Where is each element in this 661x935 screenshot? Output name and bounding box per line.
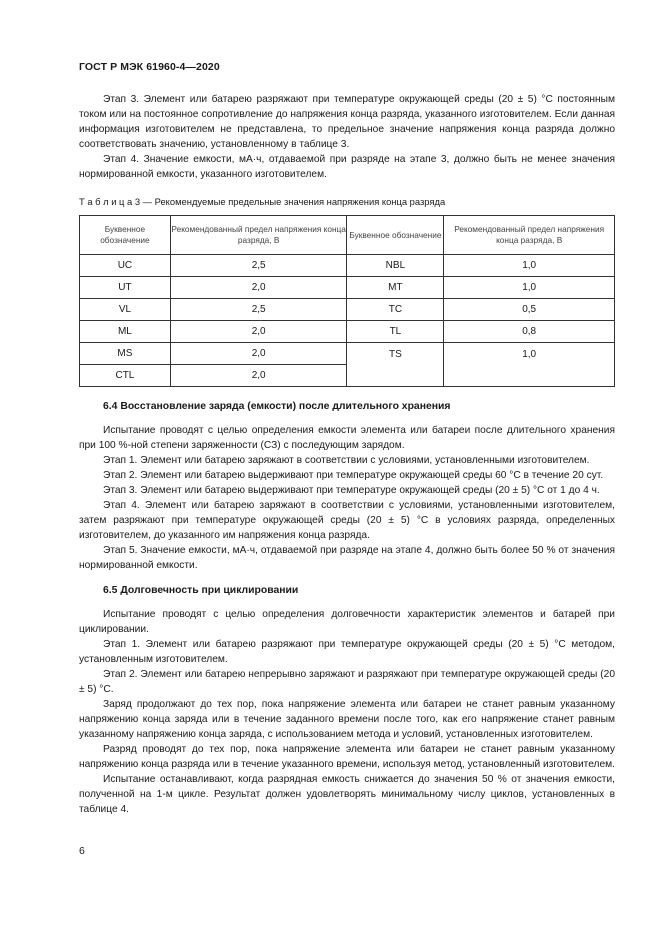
paragraph: Этап 1. Элемент или батарею заряжают в соответствии с условиями, установленными изготовителем. [103,455,590,466]
table-cell: 2,5 [170,255,347,277]
table-cell: 1,0 [444,277,615,299]
paragraph: Этап 4. Значение емкости, мА·ч, отдаваемой при разряде на этапе 3, должно быть не менее значения нормированной емкости, указанного изготовителем. [79,154,615,180]
section-title-6-4: 6.4 Восстановление заряда (емкости) после длительного хранения [103,401,451,412]
paragraph: Этап 2. Элемент или батарею непрерывно заряжают и разряжают при температуре окружающей среды (20 ± 5) °С. [79,669,615,695]
table-cell: ML [80,321,171,343]
table-cell: VL [80,299,171,321]
table-cell: TC [347,299,444,321]
table-cell: UC [80,255,171,277]
paragraph: Заряд продолжают до тех пор, пока напряжение элемента или батареи не станет равным указанному напряжению конца заряда или в течение заданного времени после того, как его напряжение станет равным указанному напряжению конца заряда, с использованием метода и условий, установленных изготовителем. [79,699,615,740]
paragraph: Этап 2. Элемент или батарею выдерживают при температуре окружающей среды 60 °С в течение 20 сут. [103,470,604,481]
header-voltage-limit-1: Рекомендованный предел напряжения конца разряда, В [170,216,347,255]
table-cell: MS [80,343,171,365]
table-header-row [80,216,615,255]
discharge-voltage-table [79,215,615,387]
page-number: 6 [79,845,85,857]
header-letter-code-1: Буквенное обозначение [80,216,171,255]
page-content [79,92,615,817]
document-header: ГОСТ Р МЭК 61960-4—2020 [79,61,220,73]
header-letter-code-2: Буквенное обозначение [347,216,444,255]
table-row [80,255,615,277]
header-voltage-limit-2: Рекомендованный предел напряжения конца разряда, В [444,216,615,255]
paragraph: Разряд проводят до тех пор, пока напряжение элемента или батареи не станет равным указанному напряжению конца разряда или в течение указанного времени, используя метод, установленный изготовителем. [79,744,615,770]
table-cell: CTL [80,365,171,387]
table-caption: Т а б л и ц а 3 — Рекомендуемые предельные значения напряжения конца разряда [79,196,446,207]
paragraph: Испытание проводят с целью определения долговечности характеристик элементов и батарей при циклировании. [79,609,615,635]
paragraph: Этап 4. Элемент или батарею заряжают в соответствии с условиями, установленными изготовителем, затем разряжают при температуре окружающей среды (20 ± 5) °С в условиях разряда, определенных изготовителем, до указанного им напряжения конца разряда. [79,500,615,541]
table-row [80,299,615,321]
paragraph: Испытание останавливают, когда разрядная емкость снижается до значения 50 % от значения емкости, полученной на 1-м цикле. Результат должен удовлетворять минимальному числу циклов, установленных в таблице 4. [79,774,615,815]
table-cell: UT [80,277,171,299]
table-cell: 1,0 [444,343,615,387]
paragraph: Испытание проводят с целью определения емкости элемента или батареи после длительного хранения при 100 %-ной степени заряженности (СЗ) с последующим зарядом. [79,425,615,451]
table-cell: TS [347,343,444,387]
table-cell: MT [347,277,444,299]
paragraph: Этап 1. Элемент или батарею разряжают при температуре окружающей среды (20 ± 5) °С методом, установленным изготовителем. [79,639,615,665]
paragraph: Этап 5. Значение емкости, мА·ч, отдаваемой при разряде на этапе 4, должно быть более 50 % от значения нормированной емкости. [79,545,615,571]
paragraph: Этап 3. Элемент или батарею разряжают при температуре окружающей среды (20 ± 5) °С постоянным током или на постоянное сопротивление до напряжения конца разряда, указанного изготовителем. Если данная информация изготовителем не представлена, то предельное значение напряжения конца разряда должно соответствовать значению, установленному в таблице 3. [79,94,615,150]
table-cell: TL [347,321,444,343]
table-cell: 2,5 [170,299,347,321]
table-cell: 2,0 [170,343,347,365]
table-row [80,343,615,365]
table-row [80,277,615,299]
table-cell: 2,0 [170,365,347,387]
table-row [80,321,615,343]
table-cell: 2,0 [170,277,347,299]
table-cell: 0,5 [444,299,615,321]
section-title-6-5: 6.5 Долговечность при циклировании [103,585,299,596]
paragraph: Этап 3. Элемент или батарею выдерживают при температуре окружающей среды (20 ± 5) °С от 1 до 4 ч. [103,485,600,496]
table-cell: 2,0 [170,321,347,343]
table-cell: NBL [347,255,444,277]
table-cell: 1,0 [444,255,615,277]
table-cell: 0,8 [444,321,615,343]
